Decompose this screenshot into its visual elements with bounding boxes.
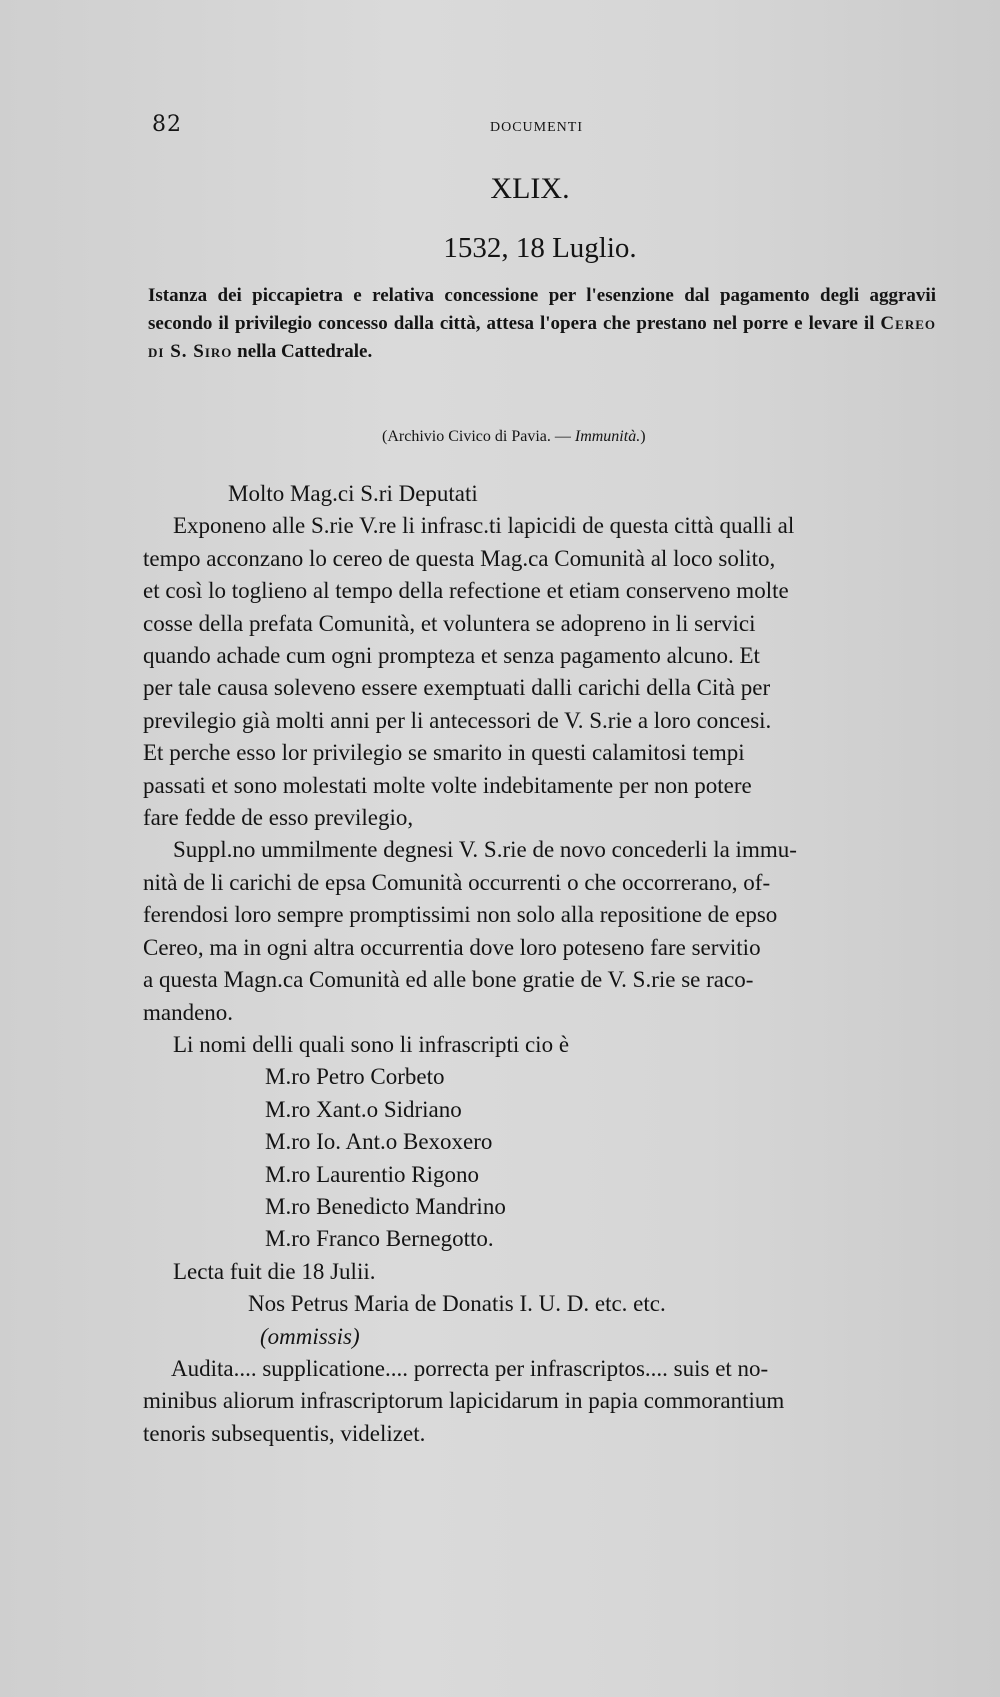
- name-list-item: M.ro Franco Bernegotto.: [265, 1226, 494, 1252]
- body-line: quando achade cum ogni prompteza et senza pagamento alcuno. Et: [143, 643, 760, 669]
- body-line: et così lo toglieno al tempo della refectione et etiam conserveno molte: [143, 578, 789, 604]
- body-line: Audita.... supplicatione.... porrecta per infrascriptos.... suis et no-: [171, 1355, 769, 1381]
- page-header: [152, 112, 852, 142]
- body-line: cosse della prefata Comunità, et voluntera se adopreno in li servici: [143, 610, 756, 636]
- running-head: DOCUMENTI: [490, 120, 583, 135]
- page-number: 82: [152, 112, 182, 137]
- body-line: a questa Magn.ca Comunità ed alle bone gratie de V. S.rie se raco-: [143, 967, 754, 993]
- body-line: Suppl.no ummilmente degnesi V. S.rie de novo concederli la immu-: [173, 837, 797, 863]
- summary-text-after: nella Cattedrale.: [232, 341, 373, 362]
- summary-text-before: Istanza dei piccapietra e relativa concessione per l'esenzione dal pagamento degli aggravii secondo il privilegio concesso dalla città, attesa l'opera che prestano nel porre e levare il: [148, 285, 936, 334]
- body-line: previlegio già molti anni per li antecessori de V. S.rie a loro concesi.: [143, 707, 772, 733]
- document-summary: [148, 282, 936, 366]
- name-list-item: M.ro Petro Corbeto: [265, 1064, 445, 1090]
- ommissis-note: (ommissis): [260, 1323, 360, 1349]
- body-line: Cereo, ma in ogni altra occurrentia dove loro poteseno fare servitio: [143, 934, 761, 960]
- body-line: per tale causa soleveno essere exemptuati dalli carichi della Cità per: [143, 675, 771, 701]
- body-line: Lecta fuit die 18 Julii.: [173, 1258, 376, 1284]
- body-line: fare fedde de esso previlegio,: [143, 805, 414, 831]
- body-line: Li nomi delli quali sono li infrascripti cio è: [173, 1031, 570, 1057]
- archive-italic: Immunità.: [574, 428, 641, 445]
- summary-small-caps: Cereo di S. Siro: [148, 313, 936, 362]
- body-line: tenoris subsequentis, videlizet.: [143, 1420, 426, 1446]
- body-line: Molto Mag.ci S.ri Deputati: [228, 481, 478, 506]
- body-line: passati et sono molestati molte volte indebitamente per non potere: [143, 772, 752, 798]
- body-line: Et perche esso lor privilegio se smarito in questi calamitosi tempi: [143, 740, 745, 766]
- name-list-item: M.ro Laurentio Rigono: [265, 1161, 479, 1187]
- document-number: XLIX.: [490, 172, 570, 205]
- body-line: mandeno.: [143, 999, 234, 1025]
- archive-prefix: (Archivio Civico di Pavia. —: [382, 428, 575, 445]
- body-line: Exponeno alle S.rie V.re li infrasc.ti lapicidi de questa città qualli al: [173, 513, 795, 539]
- document-date: 1532, 18 Luglio.: [443, 232, 637, 264]
- name-list-item: M.ro Xant.o Sidriano: [265, 1096, 462, 1122]
- body-line: minibus aliorum infrascriptorum lapicidarum in papia commorantium: [143, 1388, 785, 1414]
- body-line: ferendosi loro sempre promptissimi non solo alla repositione de epso: [143, 902, 778, 928]
- archive-reference: [382, 428, 646, 446]
- name-list-item: M.ro Io. Ant.o Bexoxero: [265, 1129, 493, 1155]
- body-line: Nos Petrus Maria de Donatis I. U. D. etc. etc.: [248, 1291, 666, 1317]
- document-body: [143, 478, 923, 1450]
- archive-suffix: ): [640, 428, 646, 445]
- name-list-item: M.ro Benedicto Mandrino: [265, 1193, 506, 1219]
- body-line: tempo acconzano lo cereo de questa Mag.ca Comunità al loco solito,: [143, 545, 776, 571]
- body-line: nità de li carichi de epsa Comunità occurrenti o che occorrerano, of-: [143, 869, 771, 895]
